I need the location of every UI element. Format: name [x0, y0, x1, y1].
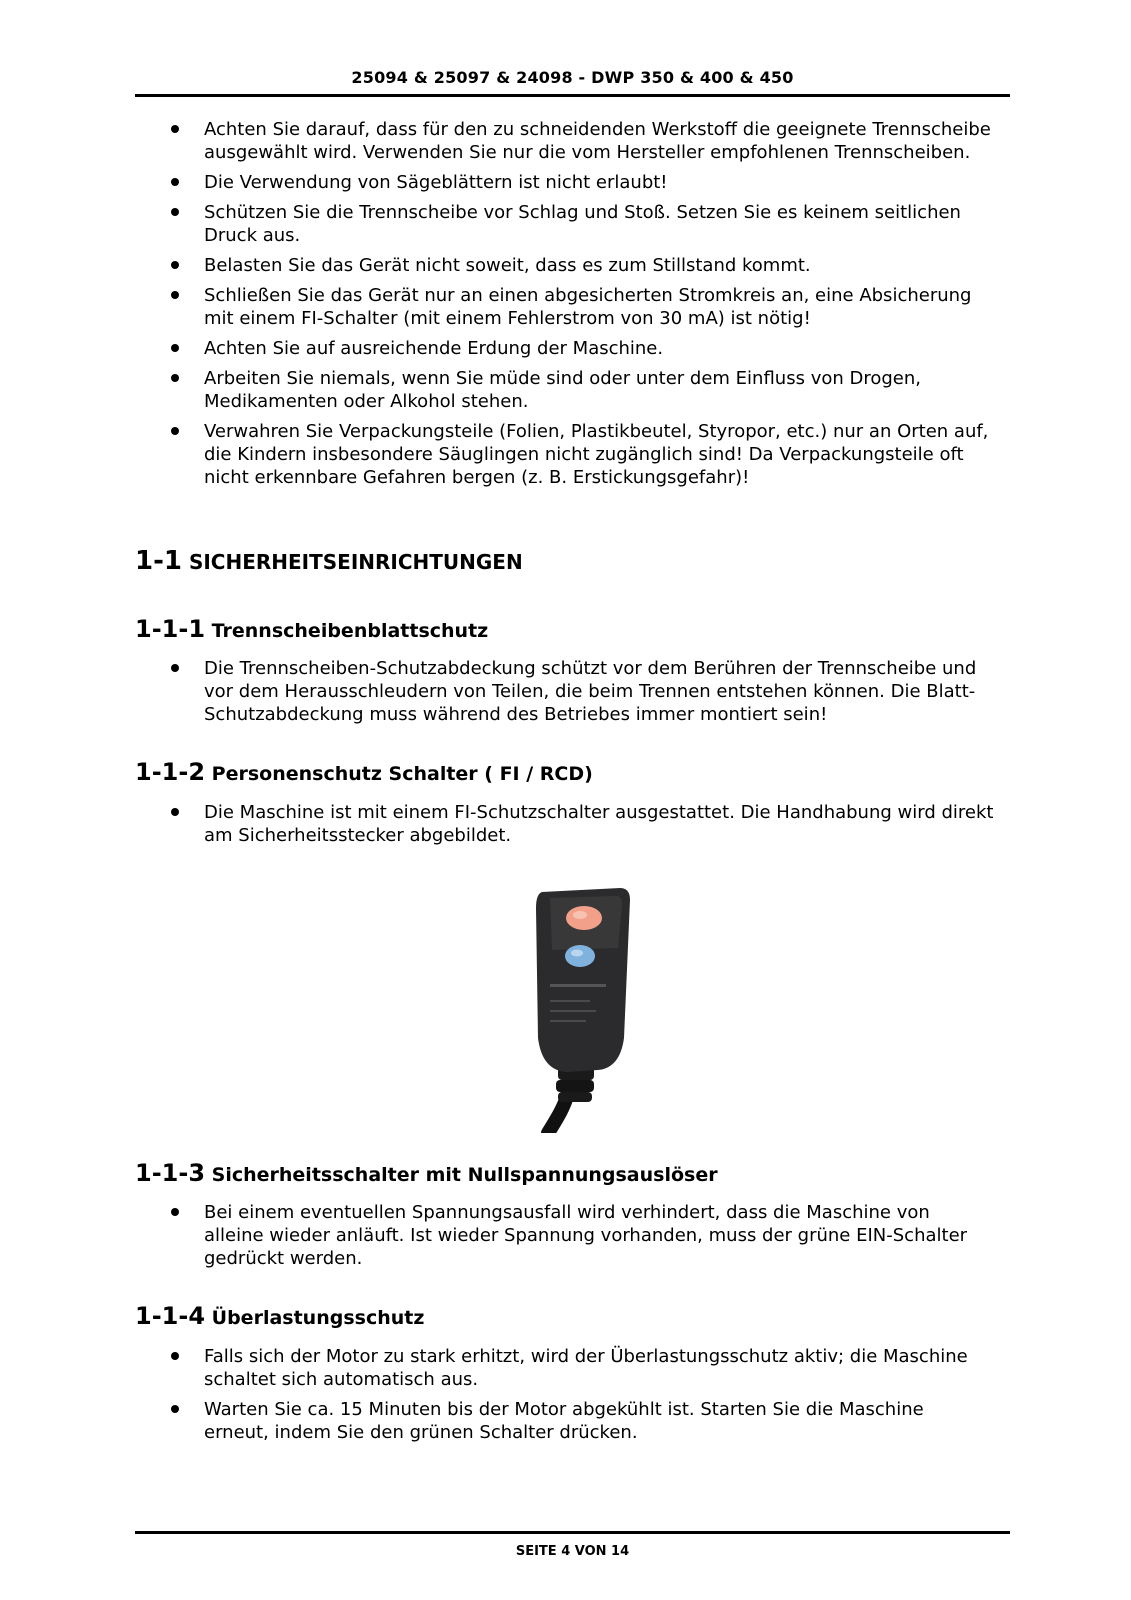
section-title: SICHERHEITSEINRICHTUNGEN	[188, 550, 523, 574]
bullet-icon	[171, 1208, 179, 1216]
section-number: 1-1	[135, 546, 182, 576]
subsection-bullet-list	[0, 657, 994, 726]
bullet-icon	[171, 664, 179, 672]
list-item: Die Maschine ist mit einem FI-Schutzschalter ausgestattet. Die Handhabung wird direkt am Sicherheitsstecker abgebildet.	[0, 801, 994, 847]
subsection-heading: 1-1-3 Sicherheitsschalter mit Nullspannungsauslöser	[135, 1159, 718, 1187]
bullet-icon	[171, 344, 179, 352]
bullet-icon	[171, 1405, 179, 1413]
list-item: Schließen Sie das Gerät nur an einen abgesicherten Stromkreis an, eine Absicherung mit einem FI-Schalter (mit einem Fehlerstrom von 30 mA) ist nötig!	[0, 284, 994, 330]
list-item: Verwahren Sie Verpackungsteile (Folien, Plastikbeutel, Styropor, etc.) nur an Orten auf, die Kindern insbesondere Säuglingen nicht zugänglich sind! Da Verpackungsteile oft nicht erkennbare Gefahren bergen (z. B. Erstickungsgefahr)!	[0, 420, 994, 489]
rcd-safety-plug-photo	[520, 888, 650, 1133]
footer-rule	[135, 1531, 1010, 1534]
bullet-icon	[171, 291, 179, 299]
list-item: Die Trennscheiben-Schutzabdeckung schützt vor dem Berühren der Trennscheibe und vor dem Herausschleudern von Teilen, die beim Trennen entstehen können. Die Blatt-Schutzabdeckung muss während des Betriebes immer montiert sein!	[0, 657, 994, 726]
list-item: Warten Sie ca. 15 Minuten bis der Motor abgekühlt ist. Starten Sie die Maschine erneut, indem Sie den grünen Schalter drücken.	[0, 1398, 994, 1444]
list-item: Bei einem eventuellen Spannungsausfall wird verhindert, dass die Maschine von alleine wieder anläuft. Ist wieder Spannung vorhanden, muss der grüne EIN-Schalter gedrückt werden.	[0, 1201, 994, 1270]
list-item: Die Verwendung von Sägeblättern ist nicht erlaubt!	[0, 171, 994, 194]
page-number: SEITE 4 VON 14	[515, 1544, 630, 1559]
bullet-icon	[171, 808, 179, 816]
list-item: Falls sich der Motor zu stark erhitzt, wird der Überlastungsschutz aktiv; die Maschine schaltet sich automatisch aus.	[0, 1345, 994, 1391]
list-item: Belasten Sie das Gerät nicht soweit, dass es zum Stillstand kommt.	[0, 254, 994, 277]
bullet-icon	[171, 1352, 179, 1360]
bullet-icon	[171, 208, 179, 216]
subsection-bullet-list	[0, 1201, 994, 1270]
subsection-bullet-list	[0, 801, 994, 847]
bullet-icon	[171, 374, 179, 382]
list-item: Achten Sie auf ausreichende Erdung der Maschine.	[0, 337, 994, 360]
bullet-icon	[171, 125, 179, 133]
bullet-icon	[171, 178, 179, 186]
bullet-icon	[171, 261, 179, 269]
header-rule	[135, 94, 1010, 97]
list-item: Achten Sie darauf, dass für den zu schneidenden Werkstoff die geeignete Trennscheibe ausgewählt wird. Verwenden Sie nur die vom Hersteller empfohlenen Trennscheiben.	[0, 118, 994, 164]
page-header-title: 25094 & 25097 & 24098 - DWP 350 & 400 & 450	[351, 68, 794, 87]
subsection-heading: 1-1-2 Personenschutz Schalter ( FI / RCD)	[135, 758, 593, 786]
section-heading	[135, 546, 523, 576]
subsection-heading: 1-1-1 Trennscheibenblattschutz	[135, 615, 489, 643]
subsection-bullet-list	[0, 1345, 994, 1451]
subsection-heading: 1-1-4 Überlastungsschutz	[135, 1302, 425, 1330]
intro-bullet-list	[0, 118, 994, 496]
bullet-icon	[171, 427, 179, 435]
list-item: Arbeiten Sie niemals, wenn Sie müde sind oder unter dem Einfluss von Drogen, Medikamenten oder Alkohol stehen.	[0, 367, 994, 413]
list-item: Schützen Sie die Trennscheibe vor Schlag und Stoß. Setzen Sie es keinem seitlichen Druck aus.	[0, 201, 994, 247]
